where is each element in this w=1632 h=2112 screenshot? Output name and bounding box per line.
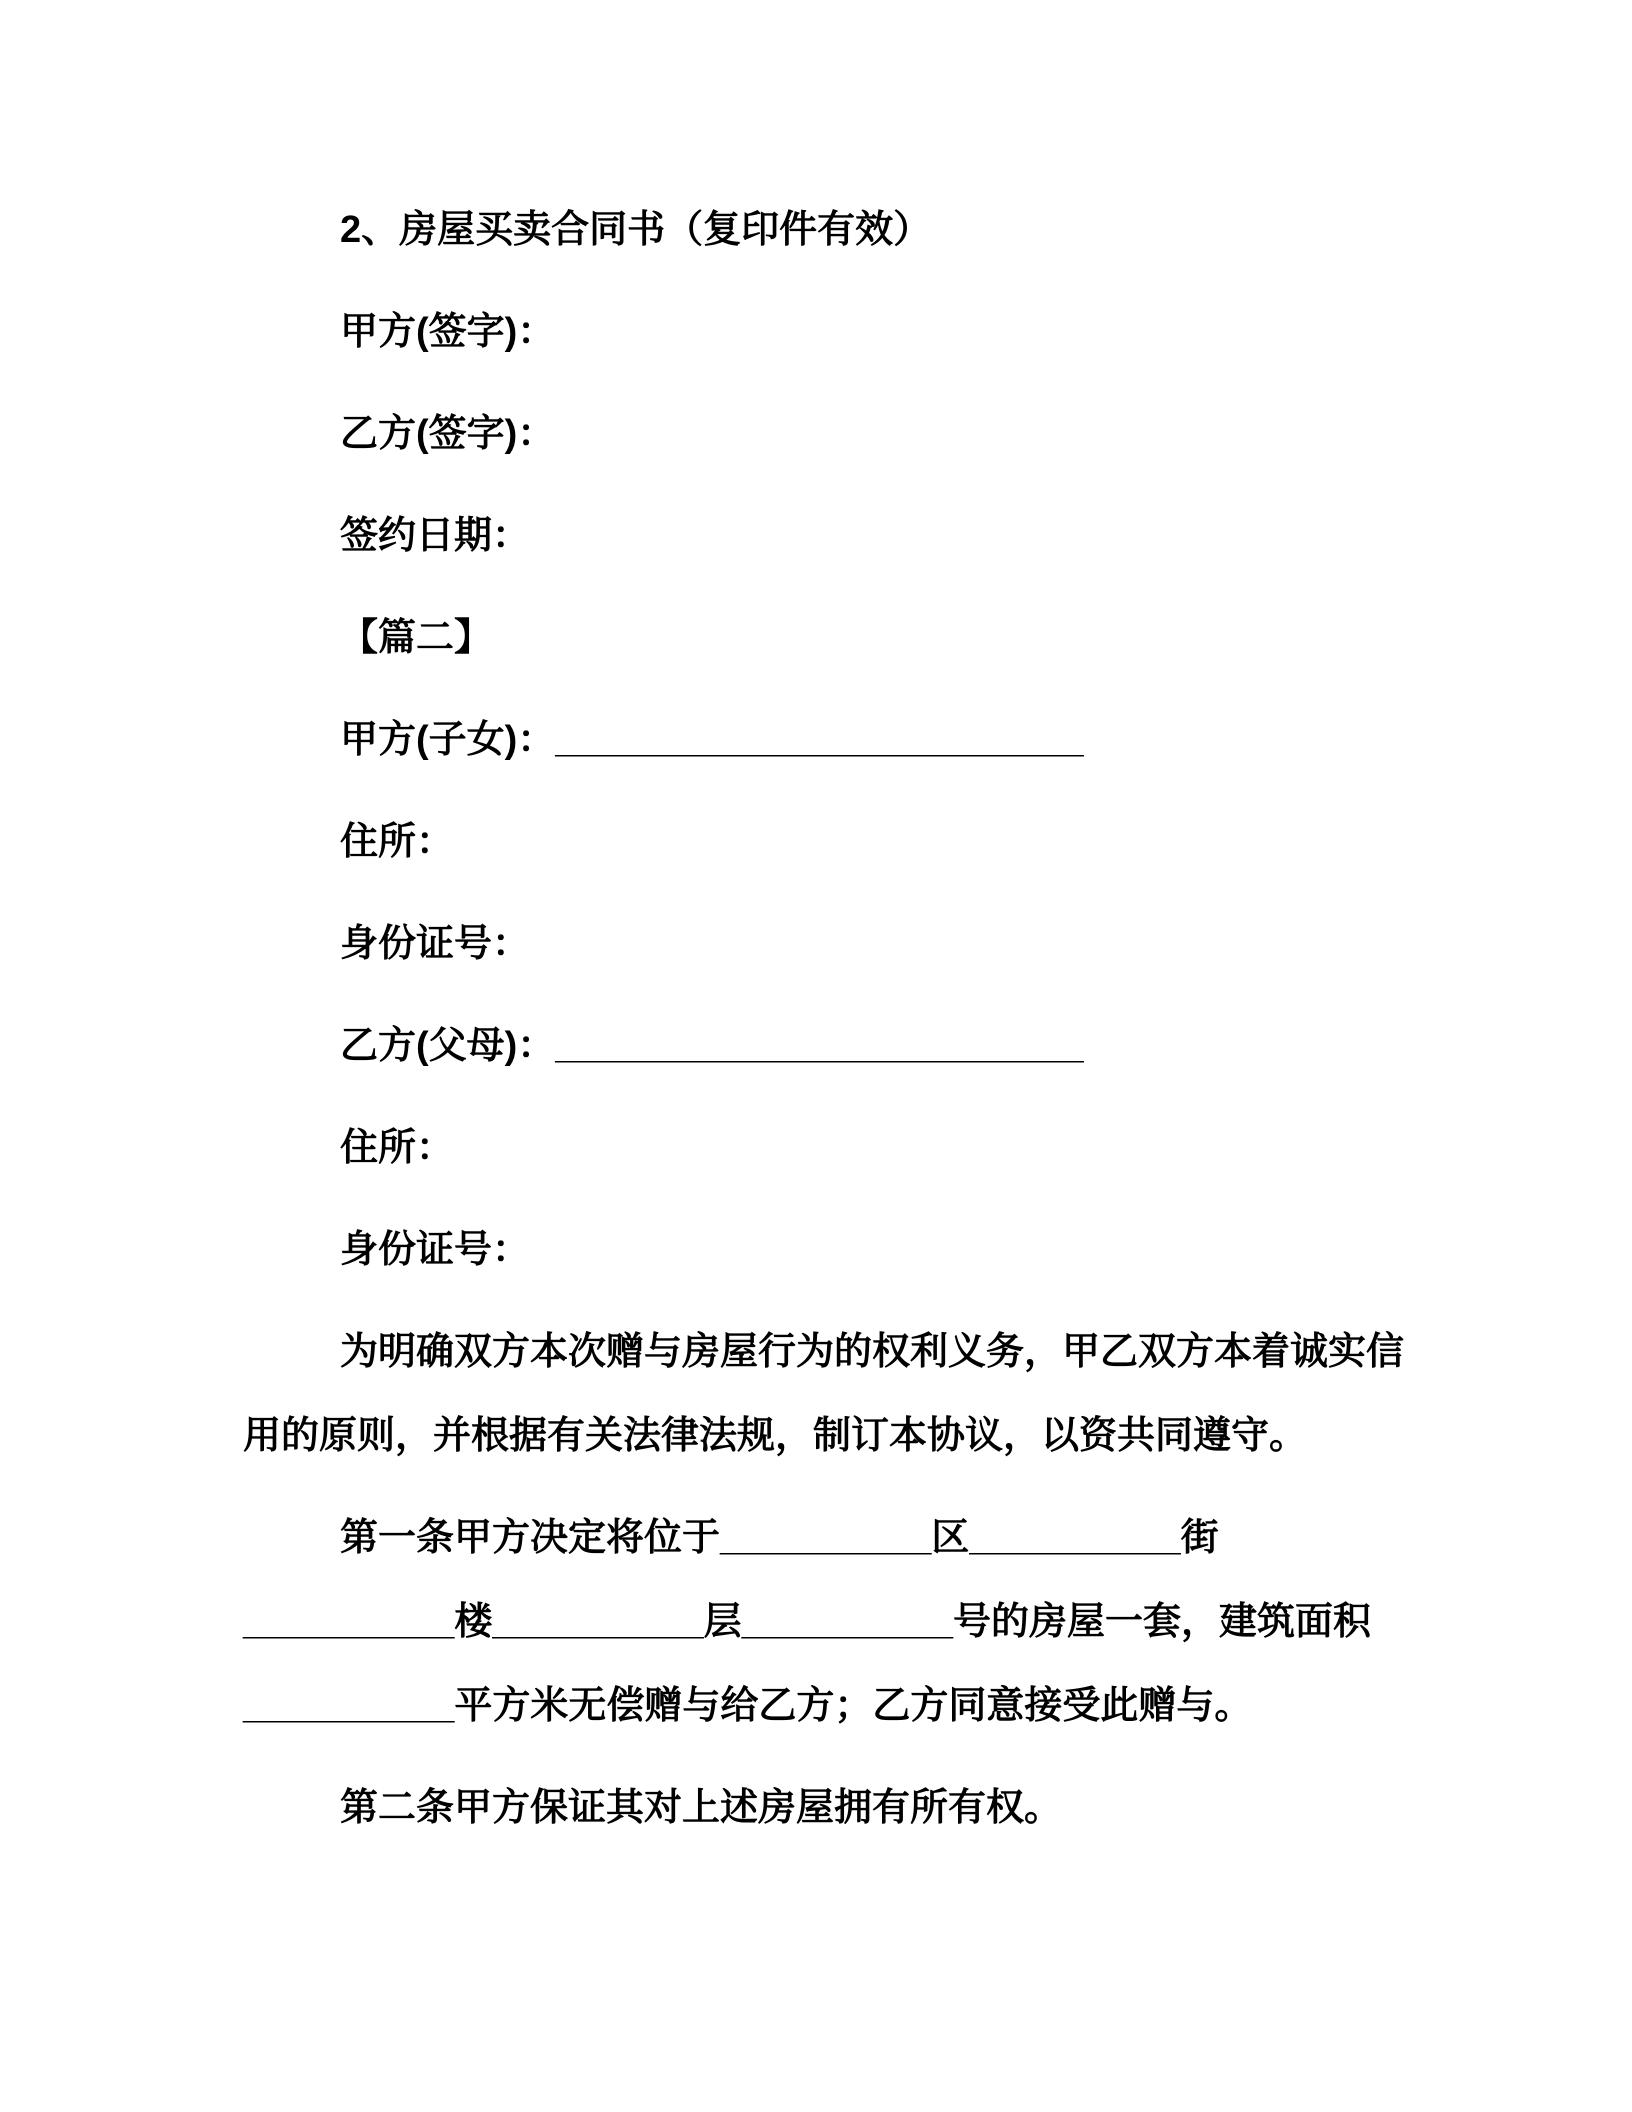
party-b-residence-label: 住所： bbox=[340, 1127, 455, 1169]
party-b-parents-blank: 乙方(父母)：_________________________ bbox=[340, 1025, 1084, 1067]
party-a-residence-label: 住所： bbox=[340, 821, 455, 863]
article-1-paragraph: 第一条甲方决定将位于__________区__________街__________楼__________层__________号的房屋一套，建筑面积__________平方米无偿赠与给乙方；乙方同意接受此赠与。 bbox=[243, 1517, 1372, 1727]
party-b-id-number-label: 身份证号： bbox=[340, 1229, 531, 1271]
item-2-house-sale-contract: 2、房屋买卖合同书（复印件有效） bbox=[340, 209, 932, 251]
party-a-signature-label: 甲方(签字)： bbox=[340, 311, 556, 353]
article-2-paragraph: 第二条甲方保证其对上述房屋拥有所有权。 bbox=[340, 1787, 1063, 1829]
party-b-signature-label: 乙方(签字)： bbox=[340, 413, 556, 455]
signing-date-label: 签约日期： bbox=[340, 515, 531, 557]
party-a-children-blank: 甲方(子女)：_________________________ bbox=[340, 719, 1084, 761]
party-a-id-number-label: 身份证号： bbox=[340, 923, 531, 965]
section-two-heading: 【篇二】 bbox=[340, 617, 493, 659]
contract-text-block bbox=[243, 188, 1428, 1850]
preamble-paragraph: 为明确双方本次赠与房屋行为的权利义务，甲乙双方本着诚实信用的原则，并根据有关法律法规，制订本协议，以资共同遵守。 bbox=[243, 1331, 1405, 1457]
